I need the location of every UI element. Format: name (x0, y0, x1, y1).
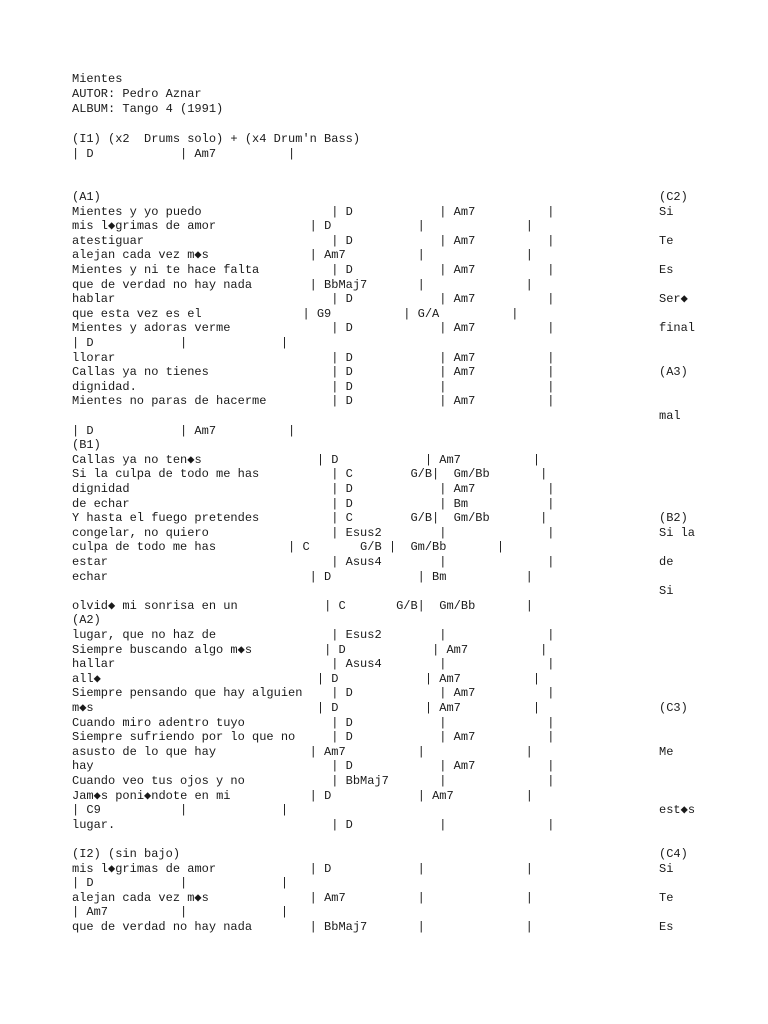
author-line: AUTOR: Pedro Aznar (72, 87, 202, 101)
side-section-line: de (659, 555, 674, 569)
lyric-chord-line: (A1) (72, 190, 101, 204)
lyric-chord-line: Cuando miro adentro tuyo | D | | (72, 715, 555, 730)
lyric-chord-line: llorar | D | Am7 | (72, 350, 555, 365)
lyric-chord-line: de echar | D | Bm | (72, 496, 555, 511)
lyric-chord-line: Mientes y adoras verme | D | Am7 | (72, 321, 555, 336)
lyric-chord-line: Cuando veo tus ojos y no | BbMaj7 | | (72, 774, 555, 788)
lyric-chord-line: Callas ya no tienes | D | Am7 | (72, 365, 555, 380)
side-section-line: Me (659, 744, 674, 759)
side-section-line: (C4) (659, 847, 688, 861)
lyric-chord-line: mis l◆grimas de amor | D | | (72, 861, 533, 876)
lyric-chord-line: (B1) (72, 438, 101, 453)
side-section-line: Es (659, 920, 674, 934)
side-section-line: final (659, 321, 696, 336)
side-section-line: (C2) (659, 190, 688, 204)
lyric-chord-line: | Am7 | | (72, 905, 289, 920)
side-section-line: Es (659, 263, 674, 277)
lyric-chord-line: Siempre sufriendo por lo que no | D | Am7 | (72, 730, 555, 745)
lyric-chord-line: | D | Am7 | (72, 423, 296, 438)
lyric-chord-line: dignidad. | D | | (72, 379, 555, 394)
lyric-chord-line: (I2) (sin bajo) (72, 847, 181, 861)
lyric-chord-line: alejan cada vez m◆s | Am7 | | (72, 890, 533, 905)
lyric-chord-line: alejan cada vez m◆s | Am7 | | (72, 248, 533, 263)
side-section-line: Ser◆ (659, 292, 688, 307)
intro-label: (I1) (x2 Drums solo) + (x4 Drum'n Bass) (72, 132, 361, 146)
lyric-chord-line: lugar. | D | | (72, 817, 555, 832)
lyric-chord-line: hablar | D | Am7 | (72, 292, 555, 307)
lyric-chord-line: Jam◆s poni◆ndote en mi | D | Am7 | (72, 788, 533, 803)
side-section-line: est◆s (659, 803, 696, 818)
lyric-chord-line: Callas ya no ten◆s | D | Am7 | (72, 452, 541, 467)
lyric-chord-line: asusto de lo que hay | Am7 | | (72, 744, 533, 759)
lyric-chord-line: Siempre buscando algo m◆s | D | Am7 | (72, 642, 548, 657)
lyric-chord-line: culpa de todo me has | C G/B | Gm/Bb | (72, 540, 505, 555)
intro-chords: | D | Am7 | (72, 147, 296, 161)
side-section-line: mal (659, 409, 681, 423)
side-section-line: Si la (659, 525, 696, 540)
lyric-chord-line: echar | D | Bm | (72, 569, 533, 584)
lyric-chord-line: mis l◆grimas de amor | D | | (72, 219, 533, 234)
album-line: ALBUM: Tango 4 (1991) (72, 102, 224, 116)
lyric-chord-line: m◆s | D | Am7 | (72, 701, 541, 715)
lyric-chord-line: | C9 | | (72, 803, 289, 818)
side-section-line: Si (659, 584, 674, 599)
lyric-chord-line: Siempre pensando que hay alguien | D | Am7 | (72, 686, 555, 701)
lyric-chord-line: Mientes y yo puedo | D | Am7 | (72, 204, 555, 219)
lyric-chord-line: | D | | (72, 876, 289, 891)
lyric-chord-line: all◆ | D | Am7 | (72, 671, 541, 686)
lyric-chord-line: que esta vez es el | G9 | G/A | (72, 306, 519, 321)
lyric-chord-line: Si la culpa de todo me has | C G/B| Gm/Bb | (72, 467, 548, 482)
lyric-chord-line: Mientes y ni te hace falta | D | Am7 | (72, 263, 555, 277)
side-section-line: Te (659, 890, 674, 905)
lyric-chord-line: que de verdad no hay nada | BbMaj7 | | (72, 920, 533, 934)
side-section-line: Si (659, 204, 674, 219)
side-section-line: (C3) (659, 701, 688, 715)
lyric-chord-line: Mientes no paras de hacerme | D | Am7 | (72, 394, 555, 409)
lyric-chord-line: Y hasta el fuego pretendes | C G/B| Gm/Bb | (72, 511, 548, 526)
side-section-line: Te (659, 233, 674, 248)
lyric-chord-line: dignidad | D | Am7 | (72, 482, 555, 496)
lyric-chord-line: atestiguar | D | Am7 | (72, 233, 555, 248)
side-section-line: (B2) (659, 511, 688, 526)
lyric-chord-line: hay | D | Am7 | (72, 759, 555, 774)
lyric-chord-line: hallar | Asus4 | | (72, 657, 555, 672)
lyric-chord-line: (A2) (72, 613, 101, 628)
lyric-chord-line: congelar, no quiero | Esus2 | | (72, 525, 555, 540)
lyric-chord-line: olvid◆ mi sonrisa en un | C G/B| Gm/Bb | (72, 598, 533, 613)
lyric-chord-line: estar | Asus4 | | (72, 555, 555, 569)
side-section-line: Si (659, 861, 674, 876)
lyric-chord-line: lugar, que no haz de | Esus2 | | (72, 628, 555, 642)
song-title: Mientes (72, 72, 123, 86)
lyric-chord-line: que de verdad no hay nada | BbMaj7 | | (72, 277, 533, 292)
side-section-line: (A3) (659, 365, 688, 380)
lyric-chord-line: | D | | (72, 336, 289, 350)
